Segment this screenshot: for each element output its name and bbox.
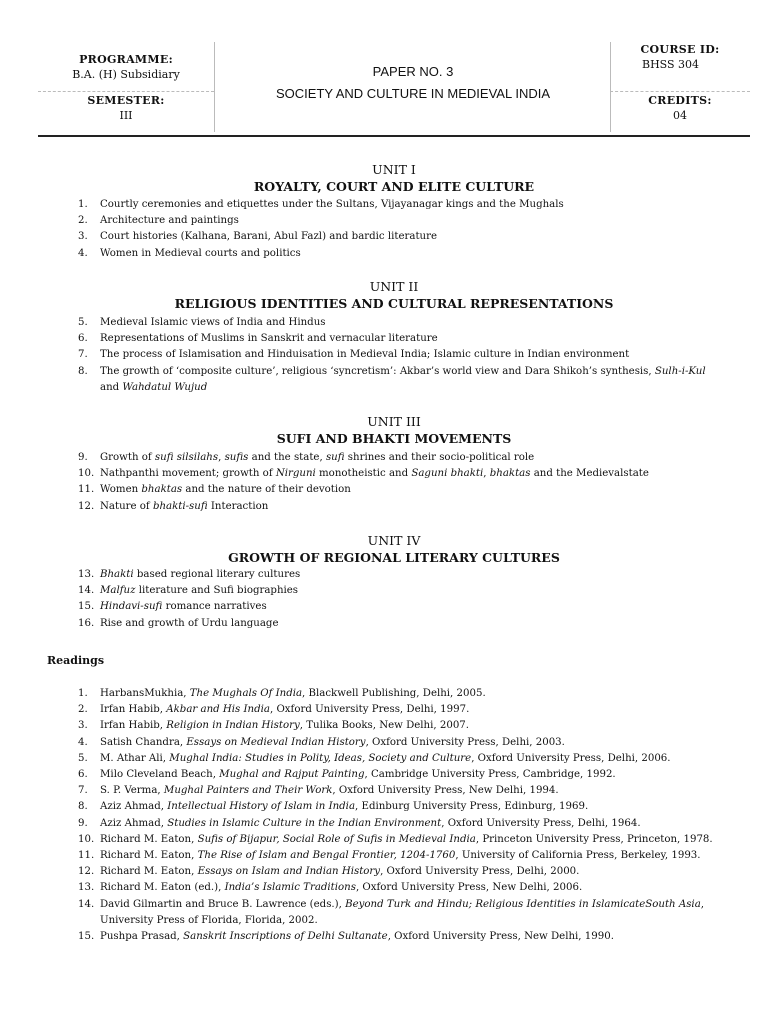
item-text: Aziz Ahmad, — [100, 817, 168, 829]
item-number: 6. — [78, 333, 88, 345]
item-number: 8. — [78, 801, 88, 813]
topic-item — [38, 315, 718, 331]
reading-item — [38, 816, 728, 832]
semester-value: III — [119, 109, 133, 122]
italic-text: Malfuz — [100, 585, 136, 597]
header-dash-left — [38, 91, 214, 92]
item-text: and the state, — [248, 452, 326, 463]
italic-text: Intellectual History of Islam in India — [167, 801, 356, 813]
topic-item — [38, 347, 718, 363]
item-text: , Tulika Books, New Delhi, 2007. — [299, 720, 470, 732]
reading-item — [38, 751, 728, 767]
programme-cell — [38, 52, 214, 82]
course-id-label: COURSE ID: — [640, 43, 720, 56]
item-text: shrines and their socio-political role — [344, 452, 535, 463]
unit-3-topics — [38, 450, 718, 515]
topic-item — [38, 567, 718, 583]
item-text: Architecture and paintings — [100, 215, 239, 227]
item-number: 3. — [78, 231, 88, 243]
italic-text: Mughal and Rajput Painting — [219, 769, 365, 781]
item-text: Growth of — [100, 452, 155, 463]
reading-item — [38, 929, 728, 945]
header-rule — [38, 135, 750, 137]
item-number: 15. — [78, 931, 95, 943]
reading-item — [38, 880, 728, 896]
credits-value: 04 — [673, 109, 687, 122]
item-number: 14. — [78, 898, 95, 910]
item-number: 3. — [78, 720, 88, 732]
reading-item — [38, 702, 728, 718]
item-number: 14. — [78, 585, 95, 597]
topic-item — [38, 331, 718, 347]
item-text: Richard M. Eaton, — [100, 866, 198, 878]
unit-4-heading — [38, 532, 750, 566]
item-number: 7. — [78, 785, 88, 797]
item-text: M. Athar Ali, — [100, 752, 170, 764]
topic-item — [38, 213, 718, 229]
topic-item — [38, 466, 718, 482]
item-text: , University Press of Florida, Florida, 2002. — [100, 898, 705, 926]
topic-item — [38, 364, 718, 396]
item-number: 9. — [78, 817, 88, 829]
topic-item — [38, 450, 718, 466]
italic-text: Akbar and His India — [166, 704, 270, 716]
unit-number: UNIT IV — [367, 533, 421, 548]
item-number: 6. — [78, 769, 88, 781]
unit-number: UNIT III — [367, 414, 421, 429]
item-number: 8. — [78, 365, 88, 377]
unit-2-heading — [38, 278, 750, 312]
italic-text: Essays on Islam and Indian History — [197, 866, 381, 878]
italic-text: Nirguni — [275, 468, 316, 480]
header-divider-left — [214, 42, 215, 132]
semester-label: SEMESTER: — [87, 94, 165, 107]
item-number: 1. — [78, 199, 88, 210]
topic-item — [38, 599, 718, 615]
italic-text: Bhakti — [100, 569, 134, 580]
item-text: Medieval Islamic views of India and Hindus — [100, 317, 326, 328]
unit-1-topics — [38, 197, 718, 262]
item-number: 16. — [78, 617, 95, 629]
item-number: 15. — [78, 601, 95, 613]
item-text: S. P. Verma, — [100, 785, 164, 797]
credits-cell — [610, 93, 750, 123]
item-number: 10. — [78, 468, 95, 480]
item-number: 1. — [78, 688, 88, 699]
item-number: 13. — [78, 569, 95, 580]
italic-text: Essays on Medieval Indian History — [186, 736, 366, 748]
unit-3-heading — [38, 413, 750, 447]
topic-item — [38, 583, 718, 599]
reading-item — [38, 897, 728, 929]
item-text: Nathpanthi movement; growth of — [100, 468, 276, 480]
unit-2-topics — [38, 315, 718, 396]
item-text: , Oxford University Press, Delhi, 2000. — [380, 866, 580, 878]
item-text: literature and Sufi biographies — [135, 585, 299, 597]
item-number: 4. — [78, 247, 88, 259]
italic-text: bhaktas — [141, 484, 183, 496]
item-text: Milo Cleveland Beach, — [100, 769, 220, 781]
italic-text: sufi silsilahs — [154, 452, 219, 463]
topic-item — [38, 482, 718, 498]
item-text: Richard M. Eaton (ed.), — [100, 882, 225, 894]
unit-title: RELIGIOUS IDENTITIES AND CULTURAL REPRESENTATIONS — [174, 296, 614, 311]
unit-title: ROYALTY, COURT AND ELITE CULTURE — [253, 179, 535, 194]
item-number: 12. — [78, 500, 95, 512]
item-text: Richard M. Eaton, — [100, 833, 198, 845]
programme-label: PROGRAMME: — [79, 53, 173, 66]
item-number: 2. — [78, 215, 88, 227]
italic-text: Studies in Islamic Culture in the Indian Environment — [167, 817, 442, 829]
italic-text: Saguni bhakti — [411, 468, 484, 480]
item-text: HarbansMukhia, — [100, 688, 190, 699]
item-text: The process of Islamisation and Hinduisation in Medieval India; Islamic culture in Indian environment — [100, 349, 630, 361]
item-text: Aziz Ahmad, — [100, 801, 168, 813]
topic-item — [38, 229, 718, 245]
course-id-cell — [610, 42, 750, 72]
item-text: , Oxford University Press, Delhi, 2006. — [471, 752, 671, 764]
topic-item — [38, 197, 718, 213]
item-text: Rise and growth of Urdu language — [100, 617, 279, 629]
item-number: 11. — [78, 850, 95, 862]
item-text: Nature of — [100, 500, 153, 512]
item-text: , Oxford University Press, New Delhi, 1990. — [387, 931, 614, 943]
reading-item — [38, 783, 728, 799]
italic-text: India’s Islamic Traditions — [224, 882, 356, 894]
reading-item — [38, 718, 728, 734]
item-number: 4. — [78, 736, 88, 748]
item-number: 13. — [78, 882, 95, 894]
reading-item — [38, 767, 728, 783]
unit-number: UNIT I — [372, 162, 416, 177]
item-text: , University of California Press, Berkeley, 1993. — [455, 850, 701, 862]
item-text: , — [483, 468, 490, 480]
reading-item — [38, 799, 728, 815]
course-id-value: BHSS 304 — [642, 58, 700, 71]
item-text: , Blackwell Publishing, Delhi, 2005. — [302, 688, 486, 699]
item-text: , Princeton University Press, Princeton, 1978. — [475, 833, 713, 845]
italic-text: Sulh-i-Kul — [654, 365, 706, 377]
item-text: Irfan Habib, — [100, 720, 167, 732]
italic-text: The Mughals Of India — [189, 688, 303, 699]
italic-text: bhaktas — [489, 468, 531, 480]
item-text: and the nature of their devotion — [182, 484, 351, 496]
italic-text: Hindavi-sufi — [100, 601, 163, 613]
italic-text: Mughal Painters and Their Work — [163, 785, 333, 797]
item-number: 5. — [78, 317, 88, 328]
item-number: 7. — [78, 349, 88, 361]
item-text: The growth of ‘composite culture’, religious ‘syncretism’: Akbar’s world view and Dara Shikoh’s synthesis, — [100, 365, 655, 377]
reading-item — [38, 864, 728, 880]
readings-list — [38, 686, 728, 945]
item-text: , — [218, 452, 225, 463]
unit-4-topics — [38, 567, 718, 632]
item-text: , Cambridge University Press, Cambridge, 1992. — [364, 769, 616, 781]
item-number: 12. — [78, 866, 95, 878]
header-dash-right — [610, 91, 750, 92]
italic-text: sufi — [325, 452, 345, 463]
item-text: Irfan Habib, — [100, 704, 167, 716]
item-text: and — [100, 381, 123, 393]
italic-text: sufis — [224, 452, 249, 463]
item-text: Courtly ceremonies and etiquettes under the Sultans, Vijayanagar kings and the Mughals — [100, 199, 564, 210]
semester-cell — [38, 93, 214, 123]
item-number: 11. — [78, 484, 95, 496]
item-text: David Gilmartin and Bruce B. Lawrence (eds.), — [100, 898, 346, 910]
italic-text: Wahdatul Wujud — [122, 381, 208, 393]
item-text: Representations of Muslims in Sanskrit and vernacular literature — [100, 333, 438, 345]
item-text: romance narratives — [162, 601, 267, 613]
italic-text: Mughal India: Studies in Polity, Ideas, Society and Culture — [169, 752, 472, 764]
item-number: 9. — [78, 452, 88, 463]
readings-heading: Readings — [47, 654, 105, 667]
item-text: Richard M. Eaton, — [100, 850, 198, 862]
item-text: , Oxford University Press, Delhi, 2003. — [365, 736, 565, 748]
programme-value: B.A. (H) Subsidiary — [72, 68, 180, 81]
reading-item — [38, 848, 728, 864]
item-text: Women in Medieval courts and politics — [100, 247, 301, 259]
credits-label: CREDITS: — [648, 94, 712, 107]
unit-title: GROWTH OF REGIONAL LITERARY CULTURES — [228, 550, 560, 565]
italic-text: Religion in Indian History — [166, 720, 300, 732]
topic-item — [38, 499, 718, 515]
item-number: 10. — [78, 833, 95, 845]
italic-text: Sufis of Bijapur, Social Role of Sufis in Medieval India — [197, 833, 476, 845]
item-text: monotheistic and — [315, 468, 412, 480]
item-number: 5. — [78, 752, 88, 764]
reading-item — [38, 686, 728, 702]
course-header — [38, 42, 750, 136]
item-text: Women — [100, 484, 142, 496]
item-text: Court histories (Kalhana, Barani, Abul Fazl) and bardic literature — [100, 231, 437, 243]
item-text: Pushpa Prasad, — [100, 931, 184, 943]
item-text: and the Medievalstate — [530, 468, 649, 480]
item-text: , Oxford University Press, Delhi, 1964. — [441, 817, 641, 829]
italic-text: Sanskrit Inscriptions of Delhi Sultanate — [183, 931, 388, 943]
reading-item — [38, 832, 728, 848]
unit-number: UNIT II — [369, 279, 419, 294]
italic-text: The Rise of Islam and Bengal Frontier, 1204-1760 — [197, 850, 456, 862]
topic-item — [38, 246, 718, 262]
item-number: 2. — [78, 704, 88, 716]
paper-title: SOCIETY AND CULTURE IN MEDIEVAL INDIA — [275, 86, 550, 101]
reading-item — [38, 735, 728, 751]
italic-text: Beyond Turk and Hindu; Religious Identities in IslamicateSouth Asia — [345, 898, 701, 910]
unit-title: SUFI AND BHAKTI MOVEMENTS — [276, 431, 512, 446]
item-text: , Oxford University Press, New Delhi, 2006. — [355, 882, 583, 894]
italic-text: bhakti-sufi — [152, 500, 208, 512]
item-text: Interaction — [207, 500, 269, 512]
item-text: , Oxford University Press, Delhi, 1997. — [269, 704, 470, 716]
item-text: based regional literary cultures — [133, 569, 301, 580]
unit-1-heading — [38, 161, 750, 195]
item-text: Satish Chandra, — [100, 736, 187, 748]
item-text: , Edinburg University Press, Edinburg, 1969. — [355, 801, 589, 813]
topic-item — [38, 616, 718, 632]
item-text: , Oxford University Press, New Delhi, 1994. — [332, 785, 559, 797]
paper-number: PAPER NO. 3 — [372, 64, 454, 79]
